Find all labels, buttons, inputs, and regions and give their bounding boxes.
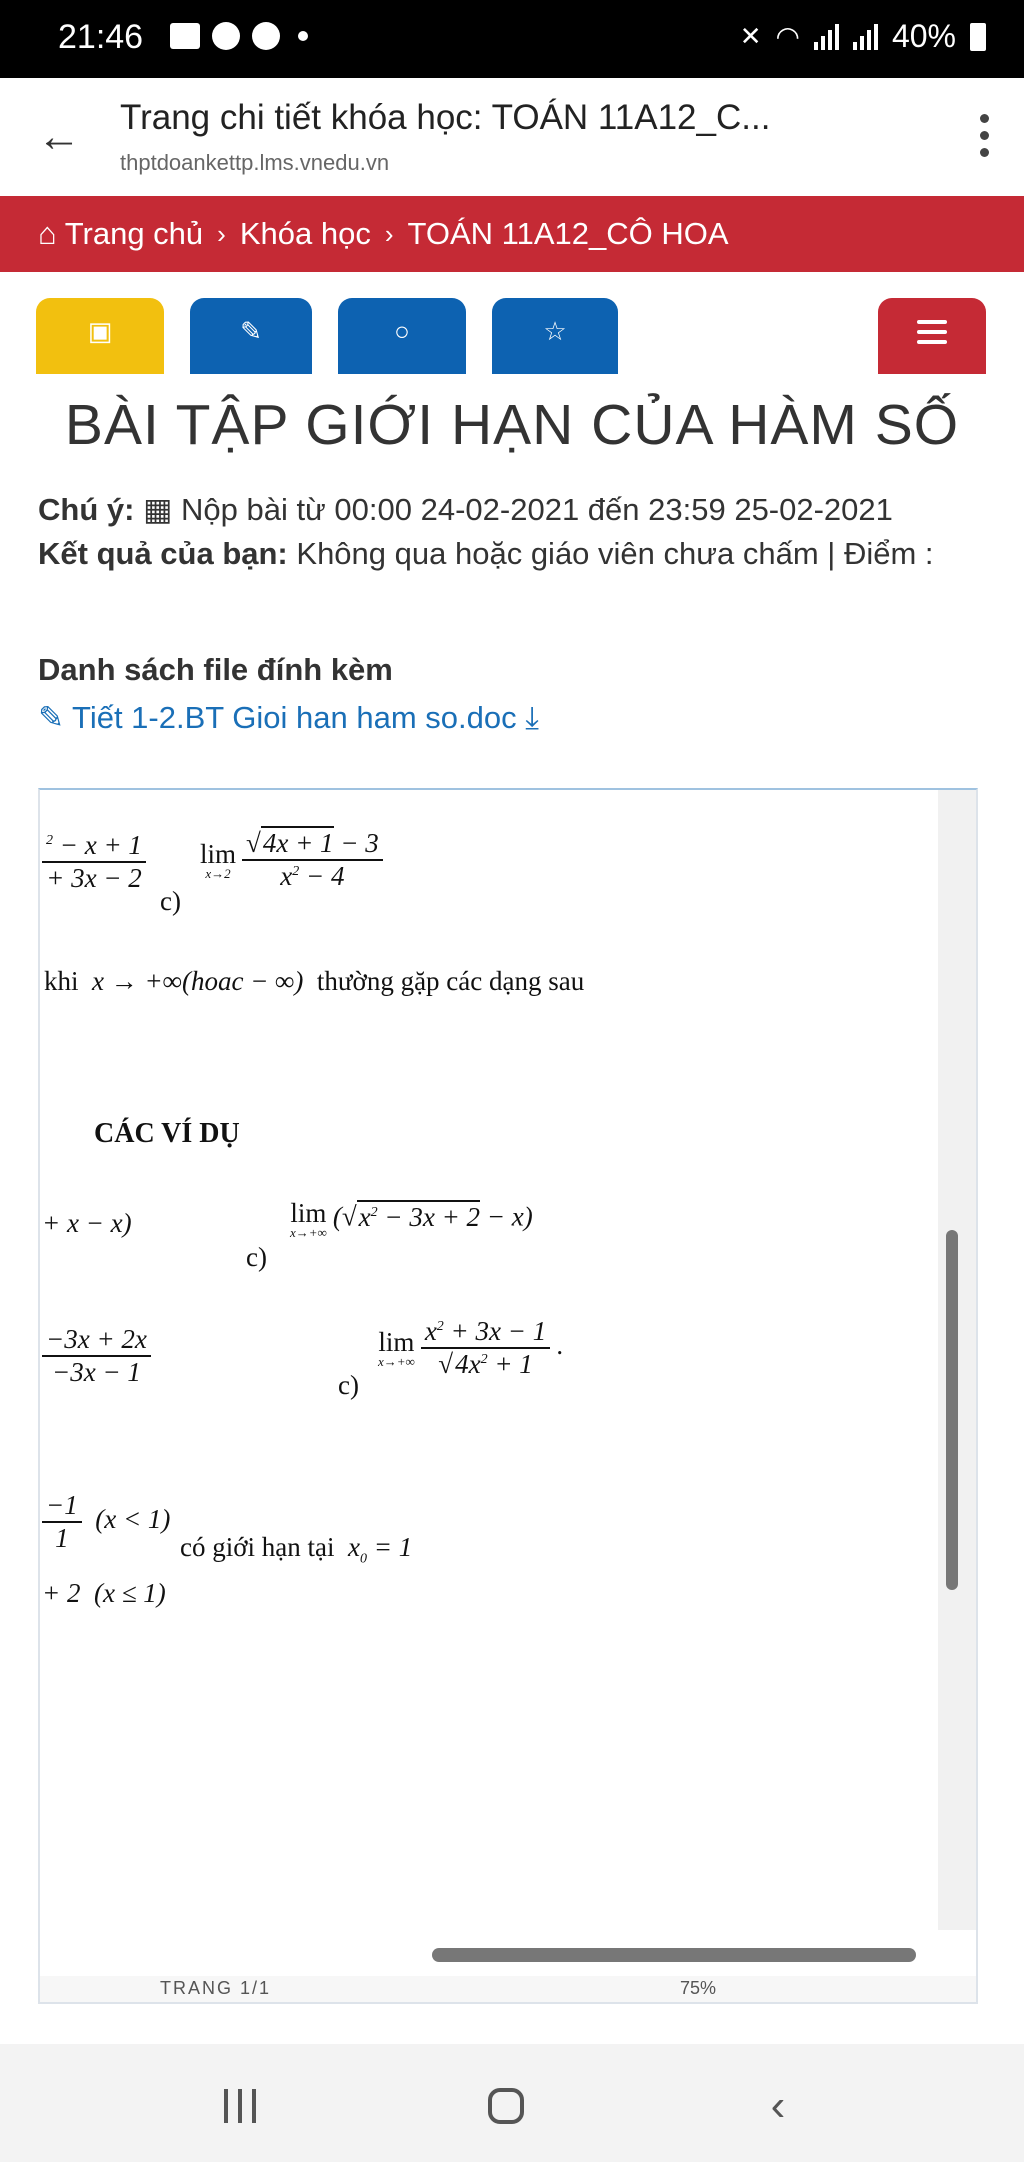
zoom-level[interactable]: 75% bbox=[680, 1978, 717, 1998]
star-icon: ☆ bbox=[543, 316, 567, 346]
breadcrumb-courses[interactable]: Khóa học bbox=[239, 216, 371, 251]
vertical-scrollbar[interactable] bbox=[946, 1230, 958, 1590]
book-icon: ▣ bbox=[87, 316, 113, 346]
battery-icon bbox=[970, 23, 986, 51]
horizontal-scrollbar[interactable] bbox=[432, 1948, 916, 1962]
document-footer bbox=[40, 1976, 976, 2002]
system-nav-bar bbox=[0, 2044, 1024, 2162]
document-viewer[interactable] bbox=[38, 788, 978, 2004]
status-time: 21:46 bbox=[58, 18, 144, 56]
download-icon[interactable]: ⤓ bbox=[525, 700, 539, 735]
text-khi: khi bbox=[44, 966, 79, 996]
document-page bbox=[40, 790, 910, 1930]
result-text: Không qua hoặc giáo viên chưa chấm | Điểm : bbox=[296, 536, 934, 571]
note-label: Chú ý: bbox=[38, 492, 135, 527]
home-icon: ⌂ bbox=[38, 216, 57, 251]
math-expression: + x − x) bbox=[42, 1208, 132, 1238]
breadcrumb-course[interactable]: TOÁN 11A12_CÔ HOA bbox=[407, 216, 729, 251]
menu-button[interactable] bbox=[878, 298, 986, 374]
signal-icon bbox=[814, 24, 839, 50]
signal-icon-2 bbox=[853, 24, 878, 50]
comment-icon: ○ bbox=[394, 316, 410, 346]
result-line bbox=[38, 532, 998, 576]
attachment-link[interactable] bbox=[38, 700, 539, 737]
attachments-heading: Danh sách file đính kèm bbox=[38, 652, 393, 687]
back-arrow-icon[interactable]: ← bbox=[37, 112, 81, 161]
notification-dot-icon bbox=[298, 31, 308, 41]
result-label: Kết quả của bạn: bbox=[38, 536, 288, 571]
math-expression: lim x→+∞ $(√x^2 - 3x + 2 - x)$ bbox=[290, 1198, 533, 1240]
browser-address-bar bbox=[0, 78, 1024, 196]
breadcrumb bbox=[0, 196, 1024, 272]
math-sentence: khi x → +∞(hoac − ∞) thường gặp các dạng sau bbox=[44, 966, 585, 996]
section-heading: CÁC VÍ DỤ bbox=[94, 1118, 240, 1149]
breadcrumb-home[interactable]: Trang chủ bbox=[64, 216, 204, 251]
page-domain[interactable]: thptdoankettp.lms.vnedu.vn bbox=[120, 150, 390, 175]
messenger-icon bbox=[212, 22, 240, 50]
tab-favorite[interactable] bbox=[492, 298, 618, 374]
messenger-icon-2 bbox=[252, 22, 280, 50]
text-common-forms: thường gặp các dạng sau bbox=[316, 966, 585, 996]
hamburger-icon bbox=[917, 320, 947, 344]
home-button-icon[interactable] bbox=[476, 2076, 536, 2136]
math-expression: $\frac{-1}{1}$ (x < 1) bbox=[42, 1490, 170, 1554]
math-expression: lim x→2 $\frac{√4x + 1 - 3}{x^2 - 4}$ bbox=[200, 828, 383, 892]
battery-level: 40% bbox=[891, 18, 956, 54]
more-options-icon[interactable] bbox=[980, 114, 992, 157]
wifi-icon: ◠ bbox=[775, 21, 800, 52]
page-indicator: TRANG 1/1 bbox=[160, 1978, 272, 1998]
attachment-name[interactable]: Tiết 1-2.BT Gioi han ham so.doc bbox=[72, 700, 517, 735]
label-c: c) bbox=[338, 1370, 359, 1400]
deadline-note bbox=[38, 488, 893, 532]
tab-bar bbox=[0, 272, 1024, 372]
page-title-text: Trang chi tiết khóa học: TOÁN 11A12_C... bbox=[120, 98, 771, 137]
recent-apps-icon[interactable] bbox=[210, 2076, 270, 2136]
paperclip-icon: ✎ bbox=[38, 700, 64, 735]
math-expression: $\frac{^2 - x + 1}{+ 3x - 2}$ bbox=[42, 830, 146, 894]
note-text: Nộp bài từ 00:00 24-02-2021 đến 23:59 25-02-2021 bbox=[180, 492, 893, 527]
label-c: c) bbox=[246, 1242, 267, 1272]
status-bar bbox=[0, 0, 1024, 78]
gallery-icon bbox=[170, 23, 200, 49]
label-c: c) bbox=[160, 886, 181, 916]
tab-comments[interactable] bbox=[338, 298, 466, 374]
math-sentence: có giới hạn tại $x_0 = 1$ bbox=[180, 1532, 413, 1567]
nav-back-icon[interactable]: ‹ bbox=[770, 2081, 786, 2130]
paperclip-icon: ✎ bbox=[240, 316, 262, 346]
tab-book[interactable] bbox=[36, 298, 164, 374]
assignment-title: BÀI TẬP GIỚI HẠN CỦA HÀM SỐ bbox=[64, 393, 960, 457]
math-expression: + 2 (x ≤ 1) bbox=[42, 1578, 166, 1608]
mute-icon: ✕ bbox=[739, 21, 762, 51]
chevron-right-icon: › bbox=[384, 218, 394, 249]
chevron-right-icon: › bbox=[217, 218, 226, 249]
text-has-limit: có giới hạn tại bbox=[180, 1532, 335, 1562]
calendar-icon: ▦ bbox=[143, 492, 173, 527]
tab-attachments[interactable] bbox=[190, 298, 312, 374]
math-expression: lim x→+∞ $\frac{x^2 + 3x - 1}{√4x^2 + 1}$ . bbox=[378, 1316, 564, 1379]
math-expression: $\frac{-3x + 2x}{-3x - 1}$ bbox=[42, 1324, 151, 1388]
